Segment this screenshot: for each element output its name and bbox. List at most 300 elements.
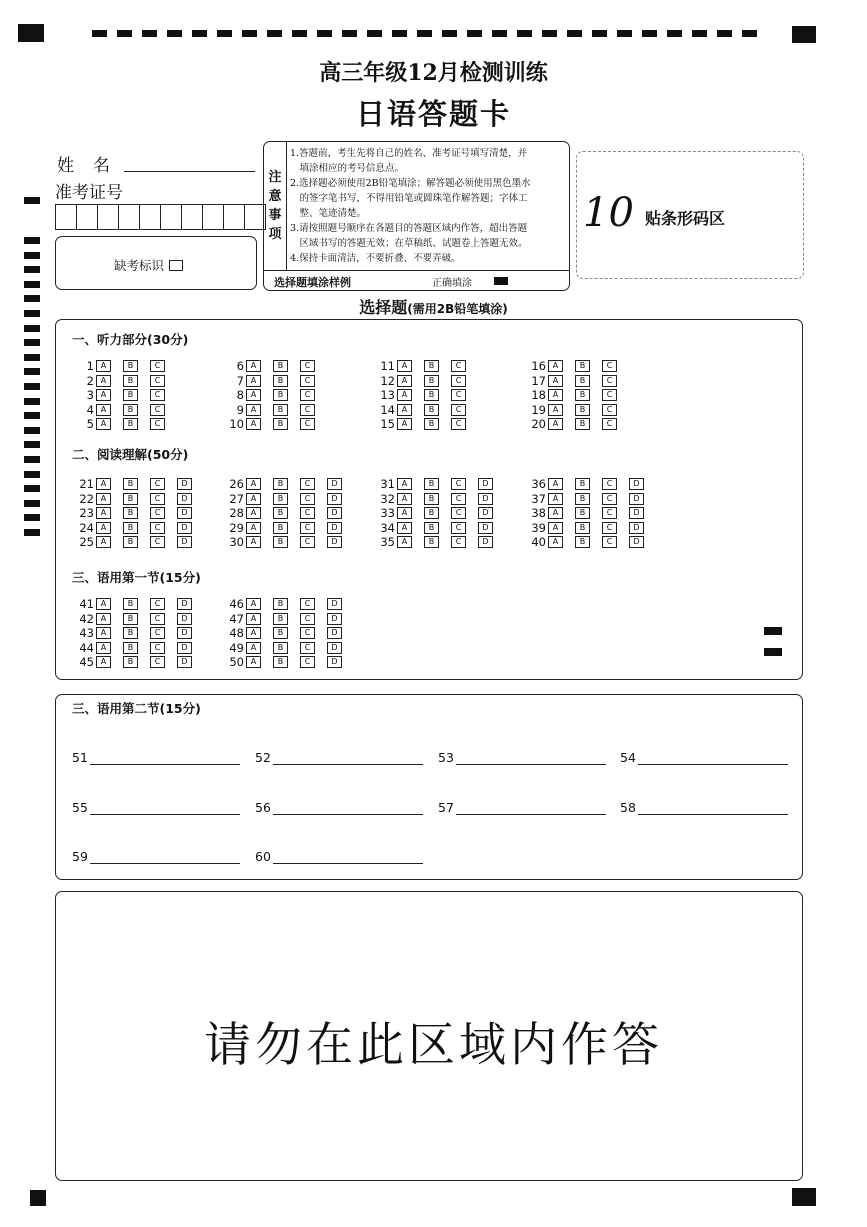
option-bubble[interactable]: C bbox=[150, 598, 165, 610]
question-number: 12 bbox=[380, 373, 395, 388]
option-bubble[interactable]: D bbox=[629, 478, 644, 490]
option-bubble[interactable]: A bbox=[548, 360, 563, 372]
option-bubble[interactable]: C bbox=[451, 389, 466, 401]
timing-mark bbox=[667, 30, 682, 37]
option-bubble[interactable]: B bbox=[273, 656, 288, 668]
option-bubble[interactable]: A bbox=[96, 613, 111, 625]
question-number: 14 bbox=[380, 402, 395, 417]
option-bubble[interactable]: B bbox=[273, 522, 288, 534]
option-bubble[interactable]: C bbox=[300, 536, 315, 548]
question-number: 19 bbox=[531, 402, 546, 417]
option-bubble[interactable]: C bbox=[300, 375, 315, 387]
corner-mark bbox=[792, 1188, 816, 1206]
option-bubble[interactable]: B bbox=[123, 404, 138, 416]
option-bubble[interactable]: C bbox=[602, 493, 617, 505]
option-bubble[interactable]: B bbox=[424, 389, 439, 401]
written-answer-box bbox=[55, 694, 803, 880]
option-bubble[interactable]: D bbox=[327, 493, 342, 505]
option-bubble[interactable]: A bbox=[96, 404, 111, 416]
question-row bbox=[373, 388, 478, 402]
question-number: 24 bbox=[79, 520, 94, 535]
option-bubble[interactable]: B bbox=[123, 375, 138, 387]
option-bubble[interactable]: A bbox=[96, 389, 111, 401]
question-row bbox=[222, 477, 354, 491]
question-row bbox=[72, 417, 177, 431]
option-bubble[interactable]: A bbox=[96, 478, 111, 490]
question-number: 23 bbox=[79, 506, 94, 521]
question-row bbox=[72, 359, 177, 373]
option-bubble[interactable]: B bbox=[575, 536, 590, 548]
option-bubble[interactable]: A bbox=[246, 642, 261, 654]
option-bubble[interactable]: C bbox=[451, 418, 466, 430]
timing-mark bbox=[267, 30, 282, 37]
option-bubble[interactable]: B bbox=[273, 478, 288, 490]
option-bubble[interactable]: A bbox=[246, 598, 261, 610]
option-bubble[interactable]: D bbox=[177, 613, 192, 625]
sample-label: 选择题填涂样例 bbox=[274, 276, 351, 289]
option-bubble[interactable]: A bbox=[397, 404, 412, 416]
option-bubble[interactable]: C bbox=[150, 493, 165, 505]
option-bubble[interactable]: C bbox=[451, 360, 466, 372]
option-bubble[interactable]: D bbox=[327, 536, 342, 548]
timing-mark bbox=[24, 456, 40, 463]
option-bubble[interactable]: D bbox=[629, 536, 644, 548]
option-bubble[interactable]: C bbox=[451, 536, 466, 548]
option-bubble[interactable]: B bbox=[123, 493, 138, 505]
option-bubble[interactable]: C bbox=[451, 507, 466, 519]
option-bubble[interactable]: C bbox=[602, 418, 617, 430]
timing-mark bbox=[24, 368, 40, 375]
question-number: 1 bbox=[86, 359, 94, 373]
option-bubble[interactable]: C bbox=[451, 493, 466, 505]
option-bubble[interactable]: C bbox=[150, 613, 165, 625]
option-bubble[interactable]: A bbox=[397, 418, 412, 430]
option-bubble[interactable]: A bbox=[96, 375, 111, 387]
question-number: 52 bbox=[255, 750, 271, 765]
option-bubble[interactable]: C bbox=[150, 522, 165, 534]
section-usage1-title: 三、语用第一节(15分) bbox=[72, 570, 201, 585]
question-row bbox=[373, 492, 505, 506]
option-bubble[interactable]: B bbox=[575, 360, 590, 372]
option-bubble[interactable]: A bbox=[96, 418, 111, 430]
question-number: 21 bbox=[79, 477, 94, 491]
question-number: 54 bbox=[620, 750, 636, 765]
option-bubble[interactable]: D bbox=[478, 478, 493, 490]
timing-mark bbox=[467, 30, 482, 37]
id-label: 准考证号 bbox=[55, 183, 123, 203]
option-bubble[interactable]: A bbox=[397, 507, 412, 519]
written-answer-blank[interactable] bbox=[72, 849, 88, 864]
option-bubble[interactable]: B bbox=[273, 507, 288, 519]
option-bubble[interactable]: C bbox=[602, 522, 617, 534]
option-bubble[interactable]: A bbox=[246, 493, 261, 505]
question-row bbox=[72, 655, 204, 669]
option-bubble[interactable]: A bbox=[548, 522, 563, 534]
option-bubble[interactable]: C bbox=[602, 360, 617, 372]
option-bubble[interactable]: C bbox=[300, 404, 315, 416]
option-bubble[interactable]: C bbox=[300, 627, 315, 639]
written-answer-blank[interactable] bbox=[620, 750, 636, 765]
option-bubble[interactable]: D bbox=[478, 522, 493, 534]
question-row bbox=[222, 506, 354, 520]
option-bubble[interactable]: A bbox=[397, 493, 412, 505]
option-bubble[interactable]: C bbox=[602, 389, 617, 401]
option-bubble[interactable]: D bbox=[177, 536, 192, 548]
question-number: 15 bbox=[380, 417, 395, 432]
question-number: 3 bbox=[86, 388, 94, 403]
option-bubble[interactable]: A bbox=[397, 536, 412, 548]
option-bubble[interactable]: A bbox=[548, 375, 563, 387]
option-bubble[interactable]: D bbox=[177, 627, 192, 639]
answer-line[interactable] bbox=[90, 814, 240, 815]
option-bubble[interactable]: C bbox=[300, 389, 315, 401]
option-bubble[interactable]: B bbox=[123, 389, 138, 401]
option-bubble[interactable]: D bbox=[177, 507, 192, 519]
written-answer-blank[interactable] bbox=[255, 800, 271, 815]
timing-mark bbox=[24, 237, 40, 244]
option-bubble[interactable]: A bbox=[246, 478, 261, 490]
option-bubble[interactable]: B bbox=[575, 418, 590, 430]
question-row bbox=[524, 388, 629, 402]
question-number: 56 bbox=[255, 800, 271, 815]
question-number: 45 bbox=[79, 655, 94, 670]
question-row bbox=[222, 655, 354, 669]
choice-heading: 选择题(需用2B铅笔填涂) bbox=[359, 298, 508, 317]
exam-title: 高三年级12月检测训练 bbox=[319, 60, 548, 86]
option-bubble[interactable]: A bbox=[246, 375, 261, 387]
option-bubble[interactable]: C bbox=[150, 389, 165, 401]
option-bubble[interactable]: D bbox=[327, 656, 342, 668]
question-row bbox=[373, 521, 505, 535]
option-bubble[interactable]: D bbox=[327, 598, 342, 610]
timing-mark bbox=[117, 30, 132, 37]
option-bubble[interactable]: B bbox=[424, 404, 439, 416]
option-bubble[interactable]: B bbox=[273, 642, 288, 654]
answer-line[interactable] bbox=[90, 764, 240, 765]
absent-checkbox[interactable] bbox=[169, 260, 183, 271]
option-bubble[interactable]: D bbox=[177, 493, 192, 505]
option-bubble[interactable]: C bbox=[602, 375, 617, 387]
corner-mark bbox=[18, 24, 44, 42]
option-bubble[interactable]: B bbox=[273, 598, 288, 610]
timing-mark bbox=[24, 500, 40, 507]
option-bubble[interactable]: C bbox=[300, 418, 315, 430]
timing-mark bbox=[24, 266, 40, 273]
option-bubble[interactable]: D bbox=[327, 522, 342, 534]
option-bubble[interactable]: B bbox=[123, 627, 138, 639]
question-number: 50 bbox=[229, 655, 244, 670]
option-bubble[interactable]: C bbox=[150, 656, 165, 668]
question-number: 35 bbox=[380, 535, 395, 550]
question-number: 18 bbox=[531, 388, 546, 403]
option-bubble[interactable]: D bbox=[177, 656, 192, 668]
question-row bbox=[373, 374, 478, 388]
question-number: 30 bbox=[229, 535, 244, 550]
section-listening-title: 一、听力部分(30分) bbox=[72, 332, 189, 347]
option-bubble[interactable]: C bbox=[300, 656, 315, 668]
question-row bbox=[222, 521, 354, 535]
question-number: 58 bbox=[620, 800, 636, 815]
option-bubble[interactable]: A bbox=[96, 522, 111, 534]
option-bubble[interactable]: C bbox=[451, 478, 466, 490]
question-number: 44 bbox=[79, 640, 94, 655]
option-bubble[interactable]: C bbox=[150, 478, 165, 490]
question-number: 40 bbox=[531, 535, 546, 550]
timing-mark bbox=[242, 30, 257, 37]
barcode-area bbox=[576, 151, 804, 279]
option-bubble[interactable]: B bbox=[123, 418, 138, 430]
option-bubble[interactable]: A bbox=[246, 418, 261, 430]
option-bubble[interactable]: A bbox=[397, 389, 412, 401]
timing-mark bbox=[417, 30, 432, 37]
option-bubble[interactable]: D bbox=[327, 627, 342, 639]
option-bubble[interactable]: B bbox=[424, 536, 439, 548]
option-bubble[interactable]: B bbox=[424, 507, 439, 519]
option-bubble[interactable]: B bbox=[123, 536, 138, 548]
option-bubble[interactable]: A bbox=[96, 493, 111, 505]
written-answer-blank[interactable] bbox=[255, 849, 271, 864]
question-row bbox=[72, 535, 204, 549]
option-bubble[interactable]: C bbox=[150, 404, 165, 416]
answer-line[interactable] bbox=[638, 764, 788, 765]
option-bubble[interactable]: A bbox=[96, 598, 111, 610]
option-bubble[interactable]: B bbox=[424, 418, 439, 430]
option-bubble[interactable]: C bbox=[150, 418, 165, 430]
option-bubble[interactable]: C bbox=[300, 493, 315, 505]
question-number: 16 bbox=[531, 359, 546, 373]
option-bubble[interactable]: A bbox=[96, 627, 111, 639]
option-bubble[interactable]: C bbox=[150, 507, 165, 519]
option-bubble[interactable]: A bbox=[548, 507, 563, 519]
question-number: 47 bbox=[229, 611, 244, 626]
timing-mark bbox=[24, 514, 40, 521]
option-bubble[interactable]: C bbox=[150, 536, 165, 548]
written-answer-blank[interactable] bbox=[72, 750, 88, 765]
question-number: 36 bbox=[531, 477, 546, 491]
option-bubble[interactable]: C bbox=[451, 375, 466, 387]
timing-mark bbox=[24, 485, 40, 492]
option-bubble[interactable]: C bbox=[451, 522, 466, 534]
option-bubble[interactable]: B bbox=[123, 478, 138, 490]
written-answer-blank[interactable] bbox=[255, 750, 271, 765]
question-row bbox=[222, 403, 327, 417]
option-bubble[interactable]: A bbox=[397, 522, 412, 534]
timing-mark bbox=[142, 30, 157, 37]
question-number: 43 bbox=[79, 626, 94, 641]
option-bubble[interactable]: B bbox=[273, 493, 288, 505]
option-bubble[interactable]: A bbox=[246, 613, 261, 625]
question-number: 38 bbox=[531, 506, 546, 521]
option-bubble[interactable]: C bbox=[300, 598, 315, 610]
option-bubble[interactable]: B bbox=[575, 375, 590, 387]
option-bubble[interactable]: B bbox=[424, 522, 439, 534]
timing-mark bbox=[24, 281, 40, 288]
option-bubble[interactable]: B bbox=[273, 360, 288, 372]
timing-mark bbox=[392, 30, 407, 37]
question-row bbox=[373, 535, 505, 549]
option-bubble[interactable]: A bbox=[548, 536, 563, 548]
option-bubble[interactable]: A bbox=[397, 375, 412, 387]
option-bubble[interactable]: D bbox=[327, 642, 342, 654]
question-row bbox=[524, 535, 656, 549]
question-number: 25 bbox=[79, 535, 94, 550]
option-bubble[interactable]: B bbox=[123, 656, 138, 668]
option-bubble[interactable]: B bbox=[424, 360, 439, 372]
question-row bbox=[373, 359, 478, 373]
question-number: 49 bbox=[229, 640, 244, 655]
option-bubble[interactable]: A bbox=[548, 478, 563, 490]
question-number: 7 bbox=[236, 373, 244, 388]
question-number: 46 bbox=[229, 597, 244, 611]
question-number: 2 bbox=[86, 373, 94, 388]
option-bubble[interactable]: B bbox=[575, 478, 590, 490]
option-bubble[interactable]: A bbox=[96, 360, 111, 372]
handwritten-number: 10 bbox=[583, 190, 634, 236]
written-answer-blank[interactable] bbox=[438, 750, 454, 765]
question-number: 48 bbox=[229, 626, 244, 641]
option-bubble[interactable]: C bbox=[300, 360, 315, 372]
option-bubble[interactable]: A bbox=[246, 389, 261, 401]
question-row bbox=[524, 521, 656, 535]
option-bubble[interactable]: B bbox=[123, 642, 138, 654]
option-bubble[interactable]: B bbox=[575, 507, 590, 519]
option-bubble[interactable]: A bbox=[246, 360, 261, 372]
option-bubble[interactable]: D bbox=[478, 507, 493, 519]
option-bubble[interactable]: C bbox=[451, 404, 466, 416]
option-bubble[interactable]: D bbox=[478, 493, 493, 505]
timing-mark bbox=[24, 398, 40, 405]
answer-line[interactable] bbox=[638, 814, 788, 815]
written-answer-blank[interactable] bbox=[620, 800, 636, 815]
question-number: 22 bbox=[79, 491, 94, 506]
option-bubble[interactable]: D bbox=[629, 507, 644, 519]
question-number: 26 bbox=[229, 477, 244, 491]
option-bubble[interactable]: C bbox=[300, 642, 315, 654]
option-bubble[interactable]: A bbox=[397, 360, 412, 372]
option-bubble[interactable]: A bbox=[96, 507, 111, 519]
option-bubble[interactable]: B bbox=[273, 418, 288, 430]
option-bubble[interactable]: A bbox=[548, 418, 563, 430]
question-row bbox=[524, 506, 656, 520]
timing-mark bbox=[542, 30, 557, 37]
option-bubble[interactable]: B bbox=[575, 389, 590, 401]
option-bubble[interactable]: C bbox=[602, 478, 617, 490]
option-bubble[interactable]: A bbox=[246, 627, 261, 639]
option-bubble[interactable]: C bbox=[150, 642, 165, 654]
option-bubble[interactable]: B bbox=[273, 375, 288, 387]
option-bubble[interactable]: A bbox=[246, 404, 261, 416]
option-bubble[interactable]: B bbox=[123, 522, 138, 534]
option-bubble[interactable]: B bbox=[575, 404, 590, 416]
option-bubble[interactable]: B bbox=[123, 598, 138, 610]
question-number: 32 bbox=[380, 491, 395, 506]
id-number-grid[interactable] bbox=[55, 204, 266, 230]
option-bubble[interactable]: B bbox=[123, 613, 138, 625]
question-row bbox=[72, 374, 177, 388]
answer-line[interactable] bbox=[273, 764, 423, 765]
timing-mark bbox=[442, 30, 457, 37]
option-bubble[interactable]: A bbox=[246, 507, 261, 519]
correct-label: 正确填涂 bbox=[432, 278, 472, 289]
name-field[interactable] bbox=[124, 171, 255, 172]
option-bubble[interactable]: C bbox=[300, 507, 315, 519]
option-bubble[interactable]: C bbox=[602, 536, 617, 548]
option-bubble[interactable]: C bbox=[300, 522, 315, 534]
option-bubble[interactable]: D bbox=[478, 536, 493, 548]
answer-line[interactable] bbox=[273, 814, 423, 815]
option-bubble[interactable]: B bbox=[273, 536, 288, 548]
option-bubble[interactable]: D bbox=[177, 478, 192, 490]
absent-box bbox=[55, 236, 257, 290]
option-bubble[interactable]: C bbox=[150, 360, 165, 372]
option-bubble[interactable]: D bbox=[629, 522, 644, 534]
question-row bbox=[72, 388, 177, 402]
option-bubble[interactable]: A bbox=[246, 522, 261, 534]
option-bubble[interactable]: B bbox=[273, 389, 288, 401]
timing-mark bbox=[492, 30, 507, 37]
option-bubble[interactable]: D bbox=[327, 613, 342, 625]
option-bubble[interactable]: C bbox=[150, 375, 165, 387]
option-bubble[interactable]: A bbox=[397, 478, 412, 490]
option-bubble[interactable]: A bbox=[246, 536, 261, 548]
option-bubble[interactable]: A bbox=[96, 642, 111, 654]
option-bubble[interactable]: D bbox=[177, 598, 192, 610]
option-bubble[interactable]: C bbox=[150, 627, 165, 639]
option-bubble[interactable]: A bbox=[96, 656, 111, 668]
option-bubble[interactable]: A bbox=[548, 404, 563, 416]
option-bubble[interactable]: B bbox=[123, 360, 138, 372]
question-row bbox=[222, 374, 327, 388]
option-bubble[interactable]: D bbox=[327, 507, 342, 519]
answer-line[interactable] bbox=[90, 863, 240, 864]
timing-mark bbox=[692, 30, 707, 37]
option-bubble[interactable]: D bbox=[177, 522, 192, 534]
option-bubble[interactable]: C bbox=[300, 478, 315, 490]
question-row bbox=[373, 477, 505, 491]
option-bubble[interactable]: A bbox=[246, 656, 261, 668]
question-row bbox=[72, 403, 177, 417]
option-bubble[interactable]: D bbox=[327, 478, 342, 490]
question-row bbox=[72, 492, 204, 506]
option-bubble[interactable]: B bbox=[575, 522, 590, 534]
written-answer-blank[interactable] bbox=[72, 800, 88, 815]
option-bubble[interactable]: B bbox=[273, 627, 288, 639]
answer-line[interactable] bbox=[456, 764, 606, 765]
option-bubble[interactable]: B bbox=[424, 478, 439, 490]
question-number: 37 bbox=[531, 491, 546, 506]
option-bubble[interactable]: C bbox=[602, 507, 617, 519]
option-bubble[interactable]: B bbox=[424, 375, 439, 387]
answer-line[interactable] bbox=[273, 863, 423, 864]
option-bubble[interactable]: A bbox=[548, 493, 563, 505]
option-bubble[interactable]: A bbox=[96, 536, 111, 548]
option-bubble[interactable]: B bbox=[575, 493, 590, 505]
timing-mark bbox=[567, 30, 582, 37]
option-bubble[interactable]: D bbox=[177, 642, 192, 654]
option-bubble[interactable]: D bbox=[629, 493, 644, 505]
option-bubble[interactable]: B bbox=[273, 613, 288, 625]
option-bubble[interactable]: C bbox=[300, 613, 315, 625]
option-bubble[interactable]: C bbox=[602, 404, 617, 416]
written-answer-blank[interactable] bbox=[438, 800, 454, 815]
question-row bbox=[222, 359, 327, 373]
question-row bbox=[373, 403, 478, 417]
answer-line[interactable] bbox=[456, 814, 606, 815]
option-bubble[interactable]: B bbox=[424, 493, 439, 505]
option-bubble[interactable]: B bbox=[273, 404, 288, 416]
option-bubble[interactable]: B bbox=[123, 507, 138, 519]
option-bubble[interactable]: A bbox=[548, 389, 563, 401]
